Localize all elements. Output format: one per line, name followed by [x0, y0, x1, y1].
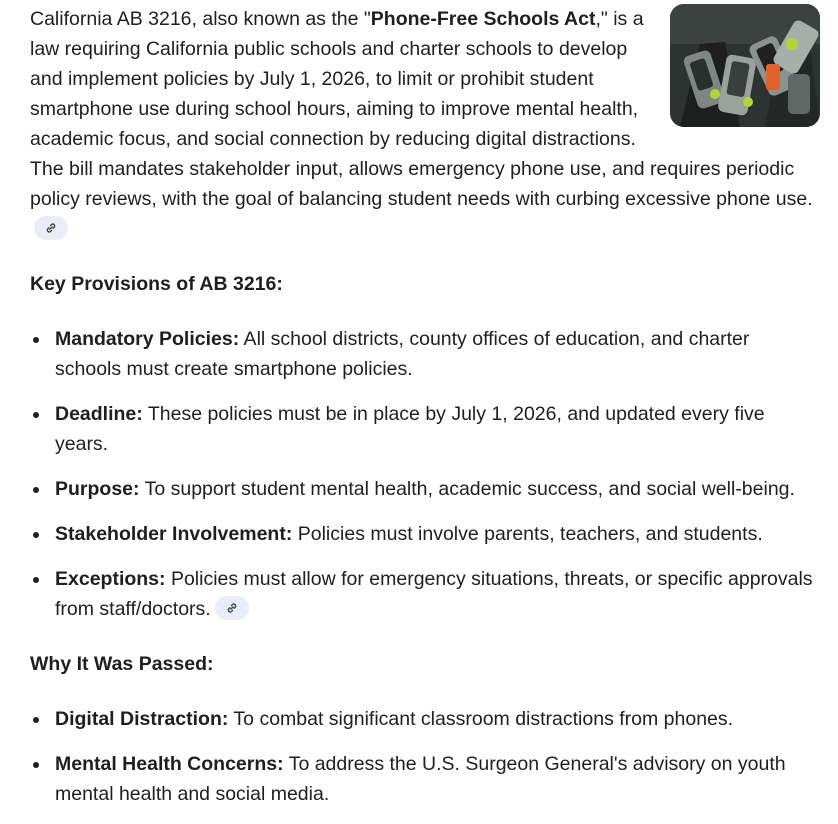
list-item-text: Policies must allow for emergency situations, threats, or specific approvals from staff/doctors.	[55, 568, 813, 620]
article-thumbnail[interactable]	[670, 4, 820, 127]
link-icon	[44, 221, 58, 235]
section-heading: Why It Was Passed:	[30, 653, 214, 675]
intro-text-before: California AB 3216, also known as the "	[30, 8, 371, 30]
list-item-text: To address the U.S. Surgeon General's advisory on youth mental health and social media.	[55, 753, 786, 805]
answer-content	[30, 4, 820, 824]
list-item	[55, 399, 820, 459]
list-item-term: Purpose:	[55, 478, 140, 500]
list-item-term: Digital Distraction:	[55, 708, 229, 730]
list-item	[55, 519, 820, 549]
list-item-term: Mandatory Policies:	[55, 328, 240, 350]
citation-link-button[interactable]	[34, 216, 68, 240]
list-item-term: Mental Health Concerns:	[55, 753, 284, 775]
bullet-list	[30, 704, 820, 809]
list-item	[55, 564, 820, 624]
list-item	[55, 704, 820, 734]
list-item	[55, 324, 820, 384]
sections-container	[30, 269, 820, 809]
list-item-text: All school districts, county offices of education, and charter schools must create smartphone policies.	[55, 328, 750, 380]
act-name: Phone-Free Schools Act	[370, 8, 596, 30]
list-item-term: Deadline:	[55, 403, 143, 425]
citation-link-button[interactable]	[215, 596, 249, 620]
bullet-list	[30, 324, 820, 624]
list-item-text: To support student mental health, academic success, and social well-being.	[139, 478, 795, 500]
phone-pouches-image	[670, 4, 820, 127]
list-item-term: Exceptions:	[55, 568, 166, 590]
section-heading: Key Provisions of AB 3216:	[30, 273, 283, 295]
list-item-term: Stakeholder Involvement:	[55, 523, 293, 545]
list-item-text: These policies must be in place by July 1, 2026, and updated every five years.	[55, 403, 765, 455]
intro-text-after: ," is a law requiring California public schools and charter schools to develop and implement policies by July 1, 2026, to limit or prohibit student smartphone use during school hours, aiming to improve mental health, academic focus, and social connection by reducing digital distractions. The bill mandates stakeholder input, allows emergency phone use, and requires periodic policy reviews, with the goal of balancing student needs with curbing excessive phone use.	[30, 8, 813, 210]
link-icon	[225, 601, 239, 615]
list-item-text: Policies must involve parents, teachers, and students.	[292, 523, 763, 545]
list-item-text: To combat significant classroom distractions from phones.	[228, 708, 734, 730]
list-item	[55, 474, 820, 504]
list-item	[55, 749, 820, 809]
